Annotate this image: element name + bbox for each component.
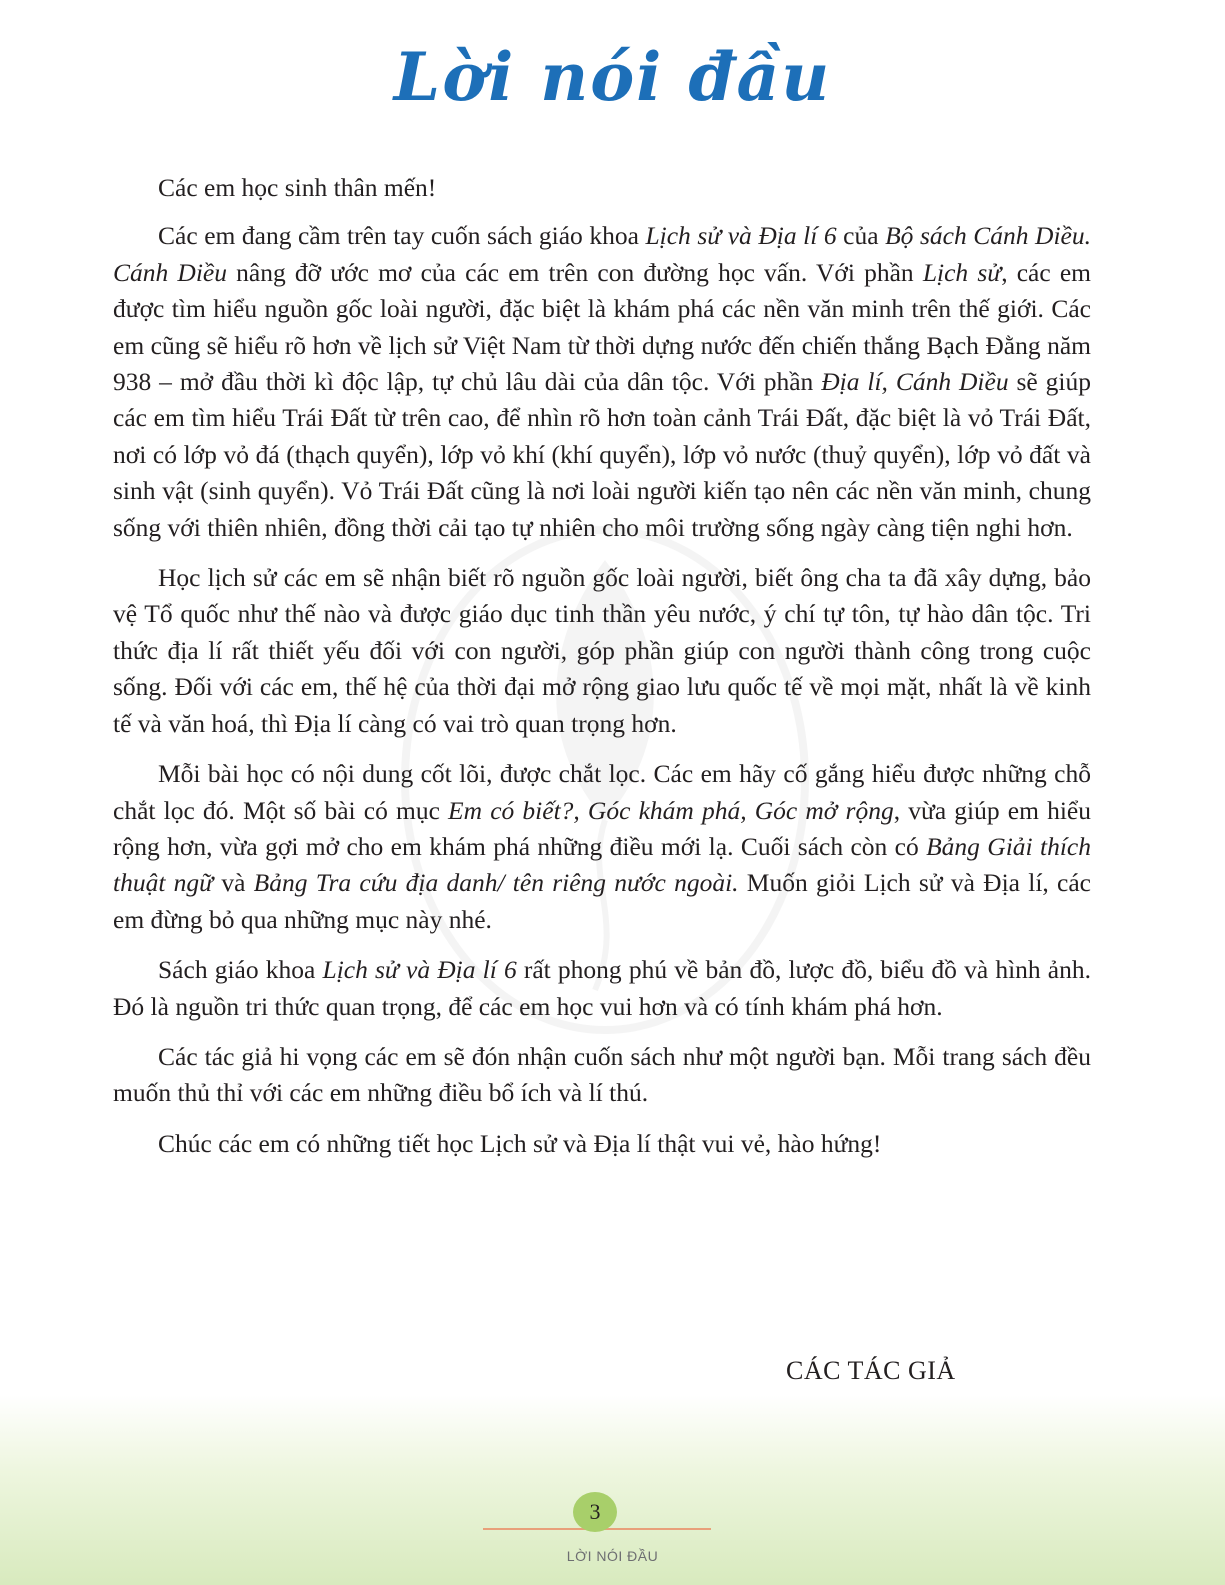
paragraph-2: Học lịch sử các em sẽ nhận biết rõ nguồn gốc loài người, biết ông cha ta đã xây dựng, bảo vệ Tổ quốc như thế nào và được giáo dục tinh thần yêu nước, ý chí tự tôn, tự hào dân tộc. Tri thức địa lí rất thiết yếu đối với con người, góp phần giúp con người thành công trong cuộc sống. Đối với các em, thế hệ của thời đại mở rộng giao lưu quốc tế về mọi mặt, nhất là về kinh tế và văn hoá, thì Địa lí càng có vai trò quan trọng hơn. xyxy=(113,563,1091,738)
paragraph-6: Chúc các em có những tiết học Lịch sử và Địa lí thật vui vẻ, hào hứng! xyxy=(158,1128,882,1158)
page-number-badge: 3 xyxy=(573,1492,617,1532)
paragraph-1: Các em đang cầm trên tay cuốn sách giáo khoa Lịch sử và Địa lí 6 của Bộ sách Cánh Diều. Cánh Diều nâng đỡ ước mơ của các em trên con đường học vấn. Với phần Lịch sử, các em được tìm hiểu nguồn gốc loài người, đặc biệt là khám phá các nền văn minh trên thế giới. Các em cũng sẽ hiểu rõ hơn về lịch sử Việt Nam từ thời dựng nước đến chiến thắng Bạch Đằng năm 938 – mở đầu thời kì độc lập, tự chủ lâu dài của dân tộc. Với phần Địa lí, Cánh Diều sẽ giúp các em tìm hiểu Trái Đất từ trên cao, để nhìn rõ hơn toàn cảnh Trái Đất, đặc biệt là vỏ Trái Đất, nơi có lớp vỏ đá (thạch quyển), lớp vỏ khí (khí quyển), lớp vỏ nước (thuỷ quyển), lớp vỏ đất và sinh vật (sinh quyển). Vỏ Trái Đất cũng là nơi loài người kiến tạo nên các nền văn minh, chung sống với thiên nhiên, đồng thời cải tạo tự nhiên cho môi trường sống ngày càng tiện nghi hơn. xyxy=(113,221,1092,542)
signature: CÁC TÁC GIẢ xyxy=(786,1356,956,1385)
preface-body xyxy=(113,170,1091,1176)
paragraph-4: Sách giáo khoa Lịch sử và Địa lí 6 rất phong phú về bản đồ, lược đồ, biểu đồ và hình ảnh. Đó là nguồn tri thức quan trọng, để các em học vui hơn và có tính khám phá hơn. xyxy=(113,955,1091,1021)
paragraph-3: Mỗi bài học có nội dung cốt lõi, được chắt lọc. Các em hãy cố gắng hiểu được những chỗ chắt lọc đó. Một số bài có mục Em có biết?, Góc khám phá, Góc mở rộng, vừa giúp em hiểu rộng hơn, vừa gợi mở cho em khám phá những điều mới lạ. Cuối sách còn có Bảng Giải thích thuật ngữ và Bảng Tra cứu địa danh/ tên riêng nước ngoài. Muốn giỏi Lịch sử và Địa lí, các em đừng bỏ qua những mục này nhé. xyxy=(113,759,1092,934)
footer-section-label: LỜI NÓI ĐẦU xyxy=(566,1548,659,1564)
page-title: Lời nói đầu xyxy=(393,38,832,116)
greeting: Các em học sinh thân mến! xyxy=(158,173,437,202)
paragraph-5: Các tác giả hi vọng các em sẽ đón nhận cuốn sách như một người bạn. Mỗi trang sách đều muốn thủ thỉ với các em những điều bổ ích và lí thú. xyxy=(113,1041,1091,1108)
